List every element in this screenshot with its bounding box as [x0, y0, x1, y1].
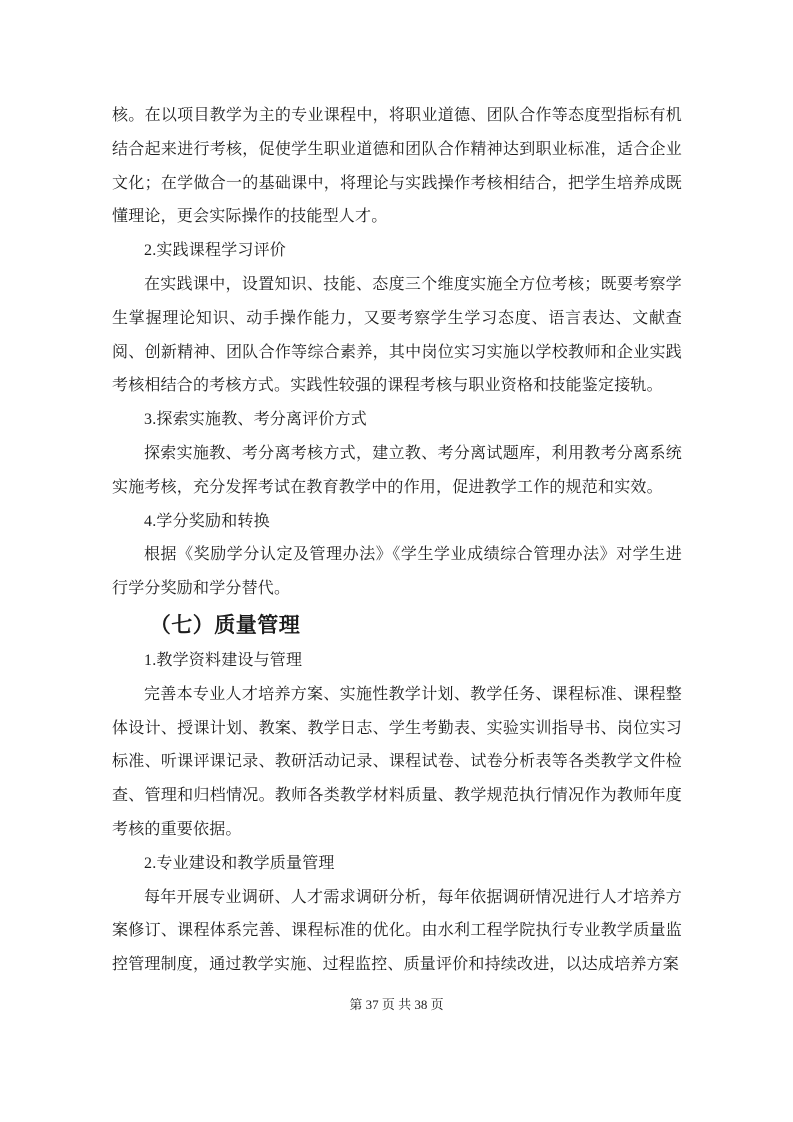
document-body	[112, 99, 682, 982]
sub-heading: 2.专业建设和教学质量管理	[144, 854, 335, 872]
paragraph: 根据《奖励学分认定及管理办法》《学生学业成绩综合管理办法》对学生进行学分奖励和学分替代。	[112, 546, 682, 598]
paragraph-continuation: 核。在以项目教学为主的专业课程中，将职业道德、团队合作等态度型指标有机结合起来进行考核，促使学生职业道德和团队合作精神达到职业标准，适合企业文化；在学做合一的基础课中，将理论与实践操作考核相结合，把学生培养成既懂理论，更会实际操作的技能型人才。	[112, 107, 682, 226]
sub-heading: 1.教学资料建设与管理	[144, 651, 303, 669]
page-footer	[0, 996, 793, 1014]
sub-heading: 3.探索实施教、考分离评价方式	[144, 411, 368, 429]
paragraph: 每年开展专业调研、人才需求调研分析，每年依据调研情况进行人才培养方案修订、课程体系完善、课程标准的优化。由水利工程学院执行专业教学质量监控管理制度，通过教学实施、过程监控、质量评价和持续改进，以达成培养方案	[112, 888, 682, 974]
section-heading: （七）质量管理	[149, 612, 301, 637]
page-number: 第 37 页 共 38 页	[349, 997, 444, 1012]
sub-heading: 2.实践课程学习评价	[144, 242, 287, 260]
paragraph: 在实践课中，设置知识、技能、态度三个维度实施全方位考核；既要考察学生掌握理论知识、动手操作能力，又要考察学生学习态度、语言表达、文献查阅、创新精神、团队合作等综合素养，其中岗位实习实施以学校教师和企业实践考核相结合的考核方式。实践性较强的课程考核与职业资格和技能鉴定接轨。	[112, 275, 682, 395]
sub-heading: 4.学分奖励和转换	[144, 512, 270, 530]
paragraph: 探索实施教、考分离考核方式，建立教、考分离试题库，利用教考分离系统实施考核，充分发挥考试在教育教学中的作用，促进教学工作的规范和实效。	[112, 444, 682, 496]
paragraph: 完善本专业人才培养方案、实施性教学计划、教学任务、课程标准、课程整体设计、授课计划、教案、教学日志、学生考勤表、实验实训指导书、岗位实习标准、听课评课记录、教研活动记录、课程试卷、试卷分析表等各类教学文件检查、管理和归档情况。教师各类教学材料质量、教学规范执行情况作为教师年度考核的重要依据。	[112, 685, 682, 838]
